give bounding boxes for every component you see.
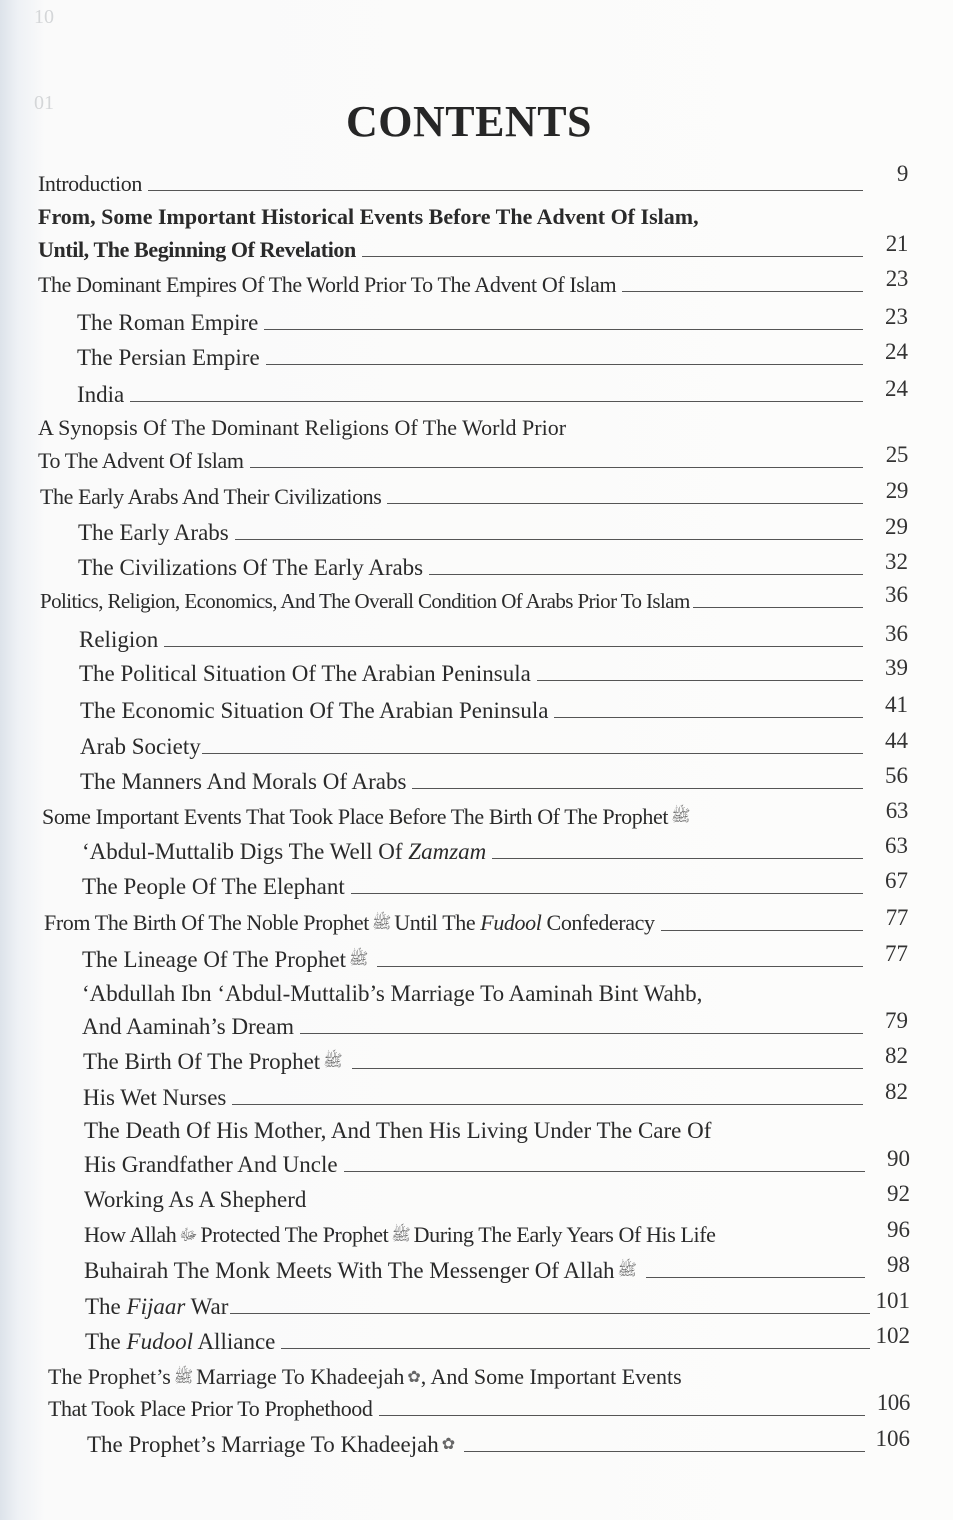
leader-line bbox=[464, 1450, 865, 1452]
toc-page-number: 32 bbox=[885, 549, 908, 574]
toc-entry[interactable] bbox=[80, 728, 908, 761]
toc-entry-label-italic: Fudool bbox=[480, 910, 542, 935]
toc-page-number: 21 bbox=[885, 231, 908, 256]
toc-entry-label-text: Marriage To Khadeejah bbox=[196, 1364, 405, 1389]
toc-entry[interactable] bbox=[77, 304, 908, 337]
leader-line bbox=[232, 1103, 863, 1105]
toc-page-number: 67 bbox=[885, 868, 908, 893]
toc-entry-label: The Early Arabs And Their Civilizations bbox=[40, 484, 382, 509]
leader-line bbox=[492, 857, 863, 859]
toc-entry-label: The Early Arabs bbox=[78, 520, 229, 545]
toc-page-number: 77 bbox=[885, 905, 908, 930]
toc-entry-label: The Prophet’s Marriage To Khadeejah bbox=[87, 1432, 439, 1457]
leader-line bbox=[412, 787, 863, 789]
toc-entry[interactable] bbox=[40, 582, 908, 615]
toc-page-number: 29 bbox=[885, 478, 908, 503]
leader-line bbox=[264, 328, 863, 330]
toc-page-number: 101 bbox=[875, 1288, 910, 1313]
toc-entry[interactable] bbox=[48, 1390, 910, 1423]
toc-entry-label-line1: ‘Abdullah Ibn ‘Abdul-Muttalib’s Marriage To Aaminah Bint Wahb, bbox=[82, 981, 703, 1006]
toc-entry[interactable] bbox=[83, 1043, 908, 1076]
toc-entry-label: And Aaminah’s Dream bbox=[82, 1014, 295, 1039]
honorific-salutation-icon: ﷺ bbox=[173, 1369, 194, 1386]
leader-line bbox=[699, 823, 863, 824]
toc-entry[interactable] bbox=[42, 798, 908, 831]
toc-page-number: 79 bbox=[885, 1008, 908, 1033]
toc-entry-label: Introduction bbox=[38, 171, 142, 196]
toc-entry-label: Buhairah The Monk Meets With The Messenger Of Allah bbox=[84, 1258, 615, 1283]
allah-glorification-icon: ﷻ bbox=[179, 1227, 198, 1244]
toc-entry-label-text: War bbox=[185, 1294, 229, 1319]
toc-entry-label-line1: From, Some Important Historical Events Before The Advent Of Islam, bbox=[38, 204, 699, 229]
honorific-salutation-icon: ﷺ bbox=[671, 808, 691, 825]
leader-line bbox=[722, 1242, 904, 1243]
toc-entry-label: The Roman Empire bbox=[77, 310, 259, 335]
toc-entry-label: The People Of The Elephant bbox=[82, 874, 345, 899]
toc-entry-label-italic: Fudool bbox=[126, 1329, 193, 1354]
toc-entry-label: The Civilizations Of The Early Arabs bbox=[78, 555, 424, 580]
toc-entry-label: That Took Place Prior To Prophethood bbox=[48, 1396, 373, 1421]
leader-line bbox=[352, 1067, 863, 1069]
toc-entry-label bbox=[44, 909, 655, 938]
toc-entry[interactable] bbox=[44, 905, 908, 938]
toc-entry-label: The Economic Situation Of The Arabian Peninsula bbox=[80, 698, 549, 723]
leader-line bbox=[362, 255, 863, 257]
toc-page-number: 39 bbox=[885, 655, 908, 680]
honorific-salutation-icon: ﷺ bbox=[617, 1262, 637, 1279]
leader-line bbox=[148, 189, 863, 191]
leader-line bbox=[429, 573, 863, 575]
leader-line bbox=[250, 466, 863, 468]
toc-entry[interactable] bbox=[80, 692, 908, 725]
toc-entry-label: The Political Situation Of The Arabian Peninsula bbox=[79, 661, 531, 686]
leader-line bbox=[202, 752, 863, 754]
toc-page-number: 98 bbox=[887, 1252, 910, 1277]
toc-entry-label: The Lineage Of The Prophet bbox=[82, 947, 346, 972]
toc-entry[interactable] bbox=[84, 1181, 910, 1214]
toc-entry-label-text: How Allah bbox=[84, 1222, 177, 1247]
leader-line bbox=[379, 1414, 865, 1416]
toc-page-number: 36 bbox=[885, 621, 908, 646]
toc-entry[interactable] bbox=[84, 1252, 910, 1285]
toc-entry-label-line1 bbox=[48, 1363, 682, 1392]
leader-line bbox=[235, 538, 863, 540]
leader-line bbox=[554, 716, 863, 718]
toc-entry[interactable] bbox=[87, 1426, 910, 1459]
toc-entry-label-text: Confederacy bbox=[541, 910, 655, 935]
toc-entry-label-text: During The Early Years Of His Life bbox=[413, 1222, 716, 1247]
toc-entry[interactable] bbox=[78, 514, 908, 547]
toc-entry[interactable] bbox=[79, 655, 908, 688]
toc-entry[interactable] bbox=[82, 868, 908, 901]
toc-entry-label: Some Important Events That Took Place Before The Birth Of The Prophet bbox=[42, 804, 669, 829]
toc-entry-label-text: , And Some Important Events bbox=[420, 1364, 682, 1389]
toc-page-number: 25 bbox=[885, 442, 908, 467]
leader-line bbox=[230, 1312, 870, 1314]
toc-entry-label-italic: Zamzam bbox=[408, 839, 487, 864]
toc-entry-label: The Dominant Empires Of The World Prior To The Advent Of Islam bbox=[38, 272, 617, 297]
toc-entry[interactable] bbox=[77, 376, 908, 409]
radiya-allahu-anha-icon: ✿ bbox=[441, 1436, 456, 1453]
toc-entry[interactable] bbox=[85, 1288, 910, 1321]
toc-entry-label: His Grandfather And Uncle bbox=[84, 1152, 338, 1177]
toc-page-number: 41 bbox=[885, 692, 908, 717]
toc-entry[interactable] bbox=[38, 231, 908, 264]
toc-page-number: 92 bbox=[887, 1181, 910, 1206]
toc-entry-label: His Wet Nurses bbox=[83, 1085, 227, 1110]
page-title: CONTENTS bbox=[345, 97, 593, 146]
toc-entry-label-text: The Prophet’s bbox=[48, 1364, 171, 1389]
leader-line bbox=[661, 929, 863, 931]
toc-entry[interactable] bbox=[38, 442, 908, 475]
toc-entry[interactable] bbox=[38, 161, 908, 198]
toc-page-number: 44 bbox=[885, 728, 908, 753]
toc-page-number: 36 bbox=[885, 582, 908, 607]
toc-page-number: 96 bbox=[887, 1217, 910, 1242]
toc-entry-label: Politics, Religion, Economics, And The Overall Condition Of Arabs Prior To Islam bbox=[40, 589, 690, 613]
toc-entry[interactable] bbox=[83, 1079, 908, 1112]
toc-entry[interactable] bbox=[77, 339, 908, 372]
leader-line bbox=[266, 363, 863, 365]
toc-entry[interactable] bbox=[79, 621, 908, 654]
toc-entry-label: The Birth Of The Prophet bbox=[83, 1049, 321, 1074]
toc-entry-label-italic: Fijaar bbox=[126, 1294, 186, 1319]
leader-line bbox=[164, 645, 863, 647]
toc-entry-label bbox=[82, 838, 486, 866]
toc-page-number: 90 bbox=[887, 1146, 910, 1171]
leader-line bbox=[377, 965, 863, 967]
toc-entry[interactable] bbox=[40, 478, 908, 511]
toc-page-number: 29 bbox=[885, 514, 908, 539]
toc-entry-label-text: From The Birth Of The Noble Prophet bbox=[44, 910, 369, 935]
toc-page-number: 24 bbox=[885, 339, 908, 364]
toc-entry-label: Working As A Shepherd bbox=[84, 1187, 307, 1212]
toc-entry-label: The Manners And Morals Of Arabs bbox=[80, 769, 407, 794]
honorific-salutation-icon: ﷺ bbox=[323, 1053, 343, 1070]
toc-page-number: 9 bbox=[896, 161, 908, 186]
toc-page-number: 63 bbox=[885, 833, 908, 858]
toc-entry-label-text: The bbox=[85, 1294, 127, 1319]
toc-entry-label: Until, The Beginning Of Revelation bbox=[38, 237, 356, 262]
toc-entry-label: The Persian Empire bbox=[77, 345, 260, 370]
toc-page-number: 106 bbox=[876, 1390, 910, 1415]
toc-entry-label-line1: The Death Of His Mother, And Then His Living Under The Care Of bbox=[84, 1118, 712, 1143]
toc-entry[interactable] bbox=[82, 1008, 908, 1041]
toc-page-number: 23 bbox=[885, 304, 908, 329]
toc-entry-label: India bbox=[77, 382, 125, 407]
leader-line bbox=[300, 1032, 863, 1034]
toc-entry-label: Arab Society bbox=[80, 734, 201, 759]
toc-entry-label bbox=[85, 1328, 275, 1356]
toc-entry-label-text: The bbox=[85, 1329, 127, 1354]
toc-entry[interactable] bbox=[85, 1323, 910, 1356]
leader-line bbox=[387, 502, 863, 504]
toc-entry-label-text: Protected The Prophet bbox=[200, 1222, 389, 1247]
leader-line bbox=[622, 290, 863, 292]
leader-line bbox=[646, 1276, 865, 1278]
toc-entry-label-line1: A Synopsis Of The Dominant Religions Of The World Prior bbox=[38, 415, 567, 440]
toc-entry-label bbox=[84, 1221, 716, 1250]
honorific-salutation-icon: ﷺ bbox=[348, 951, 369, 968]
toc-entry[interactable] bbox=[78, 549, 908, 582]
toc-entry[interactable] bbox=[82, 941, 908, 974]
toc-page-number: 23 bbox=[885, 266, 908, 291]
toc-entry[interactable] bbox=[38, 266, 908, 299]
toc-page-number: 77 bbox=[885, 941, 908, 966]
leader-line bbox=[351, 892, 863, 894]
radiya-allahu-anha-icon: ✿ bbox=[407, 1369, 421, 1386]
toc-entry-label-text: Until The bbox=[394, 910, 481, 935]
toc-entry[interactable] bbox=[82, 833, 908, 866]
toc-entry-label bbox=[85, 1293, 228, 1321]
bleed-through-text: 01 bbox=[34, 92, 54, 114]
toc-entry[interactable] bbox=[84, 1146, 910, 1179]
toc-entry-label-text: ‘Abdul-Muttalib Digs The Well Of bbox=[82, 839, 409, 864]
toc-entry[interactable] bbox=[80, 763, 908, 796]
honorific-salutation-icon: ﷺ bbox=[391, 1227, 411, 1244]
leader-line bbox=[537, 679, 863, 681]
bleed-through-text: 10 bbox=[34, 6, 54, 28]
leader-line bbox=[130, 400, 863, 402]
leader-line bbox=[281, 1347, 870, 1349]
toc-page-number: 56 bbox=[885, 763, 908, 788]
leader-line bbox=[312, 1206, 904, 1207]
toc-page-number: 24 bbox=[885, 376, 908, 401]
toc-page-number: 106 bbox=[875, 1426, 910, 1451]
toc-entry[interactable] bbox=[84, 1217, 910, 1250]
leader-line bbox=[693, 606, 863, 608]
leader-line bbox=[344, 1170, 865, 1172]
toc-page-number: 102 bbox=[875, 1323, 910, 1348]
honorific-salutation-icon: ﷺ bbox=[371, 915, 392, 932]
toc-page-number: 82 bbox=[885, 1079, 908, 1104]
toc-page-number: 63 bbox=[885, 798, 908, 823]
toc-entry-label: Religion bbox=[79, 627, 159, 652]
toc-entry-label-text: Alliance bbox=[192, 1329, 276, 1354]
toc-entry-label: To The Advent Of Islam bbox=[38, 448, 244, 473]
toc-page-number: 82 bbox=[885, 1043, 908, 1068]
